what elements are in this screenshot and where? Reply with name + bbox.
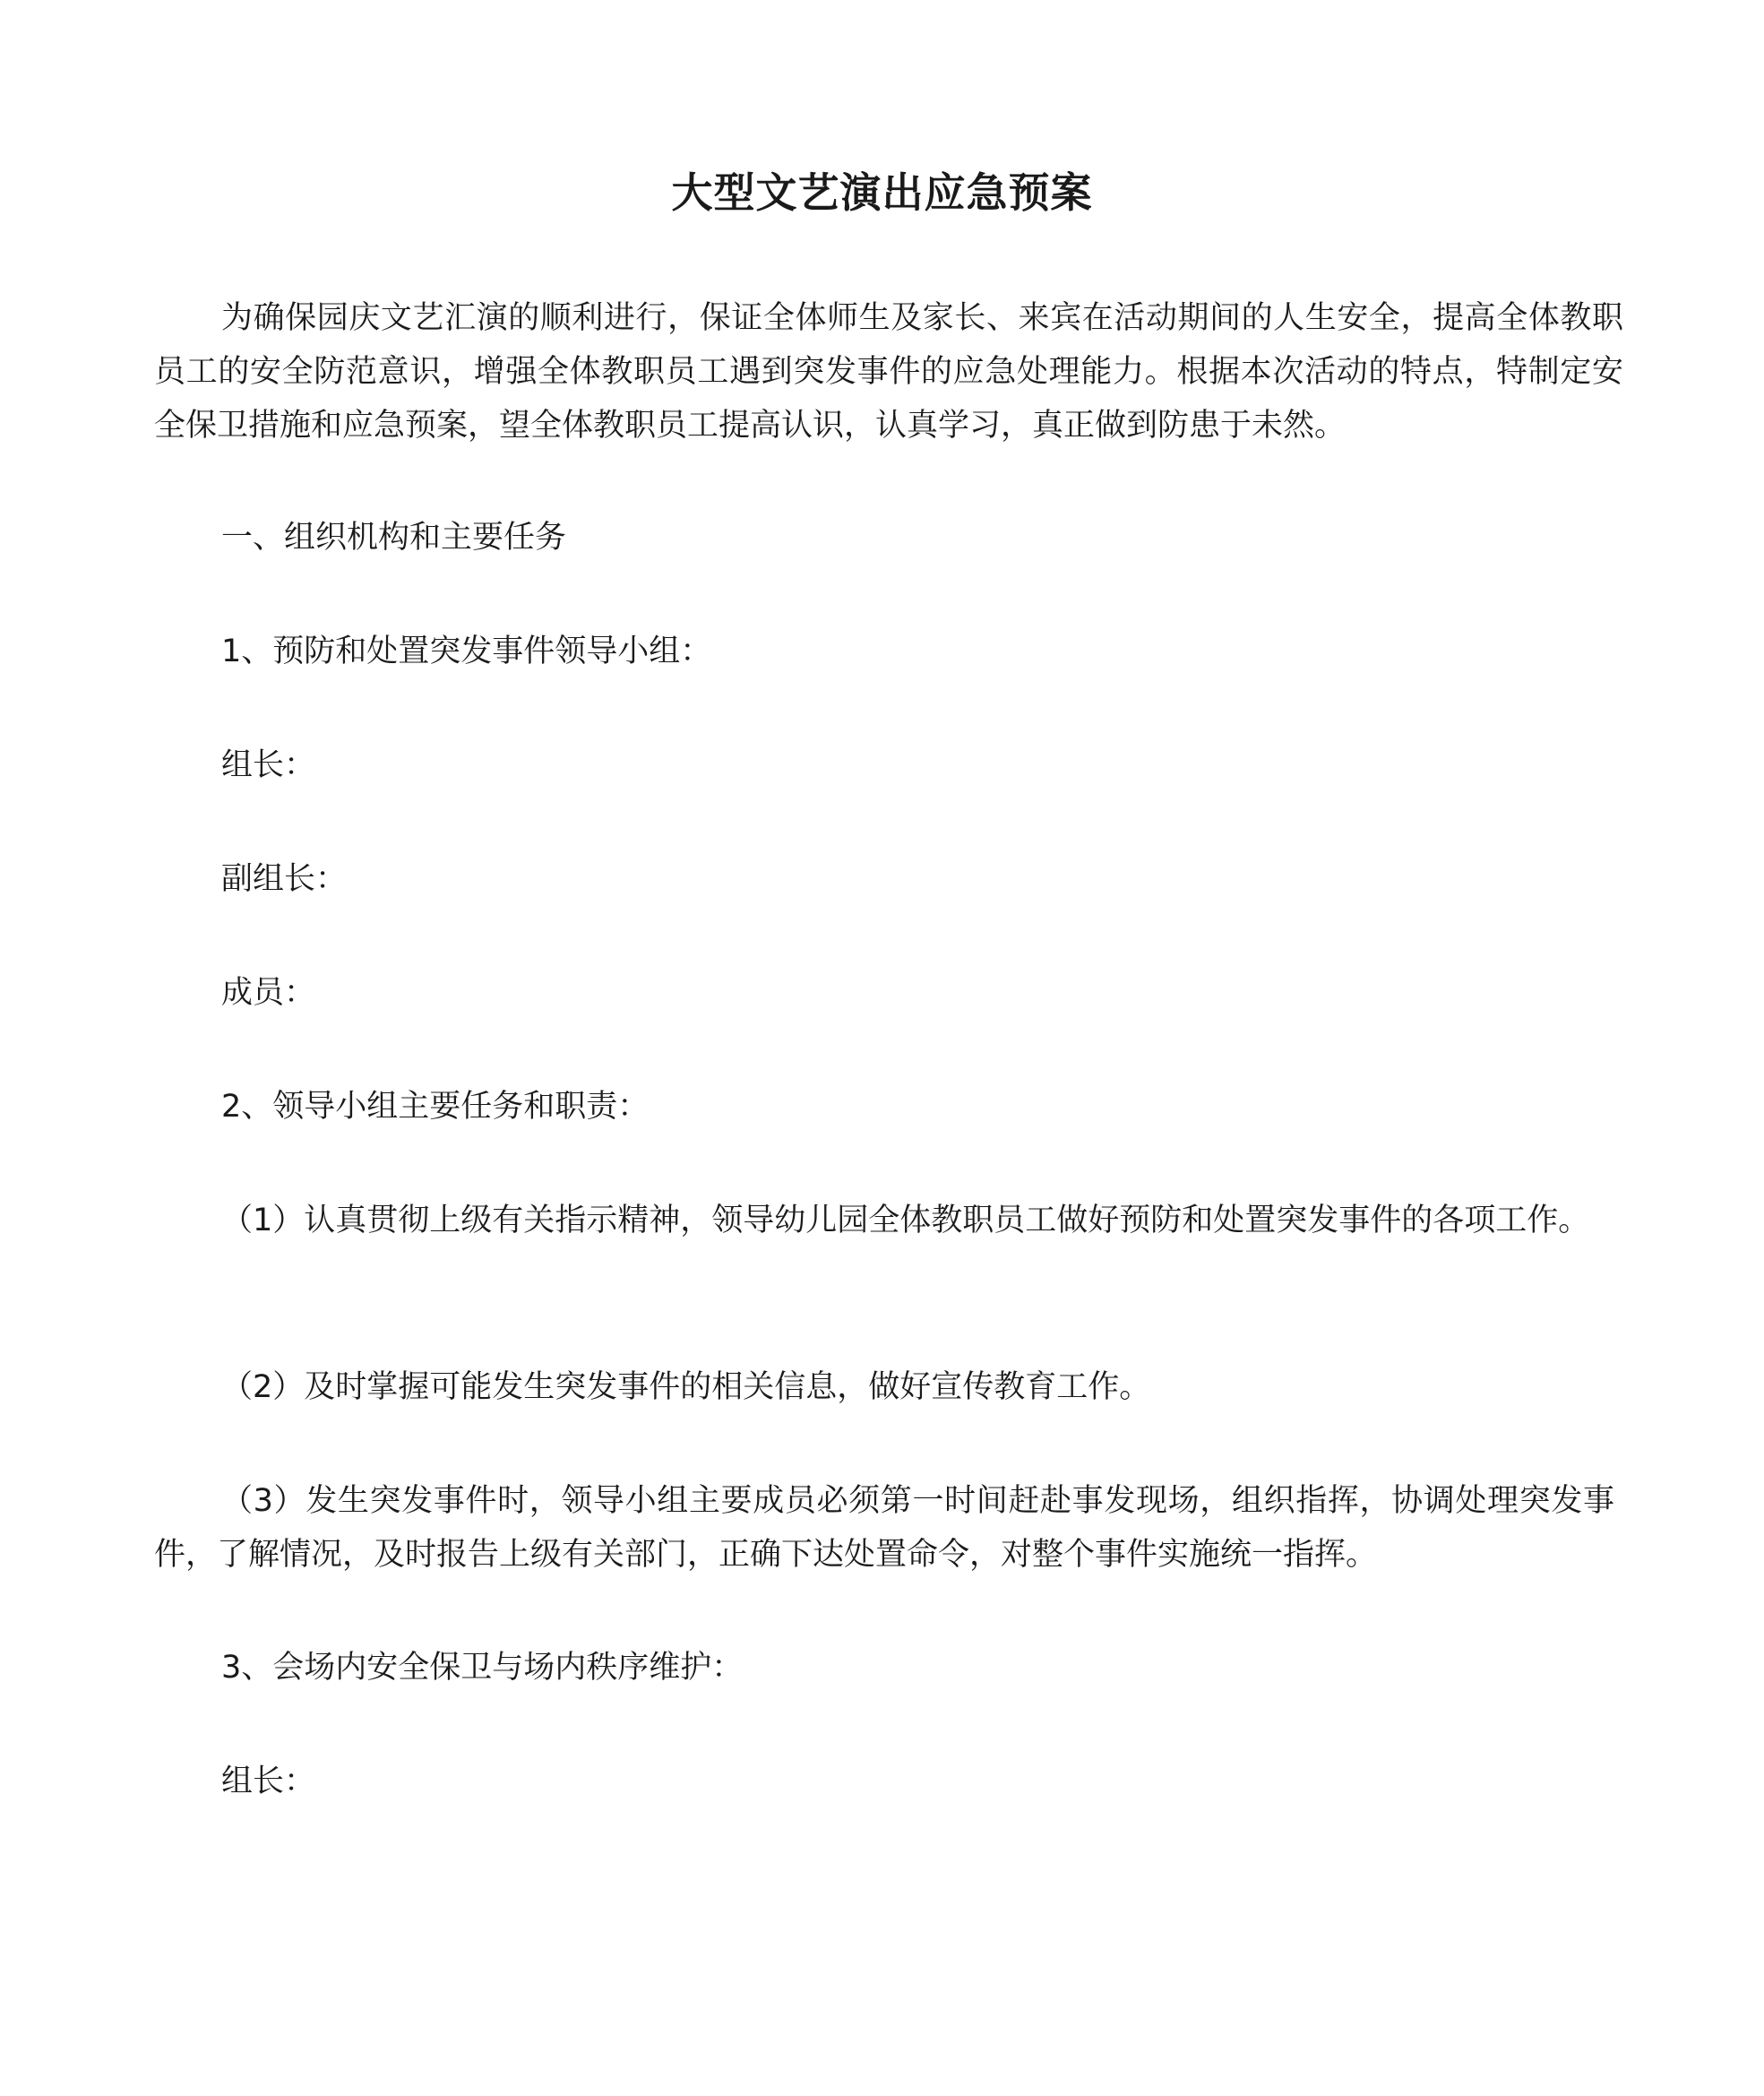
intro-paragraph: 为确保园庆文艺汇演的顺利进行，保证全体师生及家长、来宾在活动期间的人生安全，提高全体教职员工的安全防范意识，增强全体教职员工遇到突发事件的应急处理能力。根据本次活动的特点，特制定安全保卫措施和应急预案，望全体教职员工提高认识，认真学习，真正做到防患于未然。 xyxy=(154,300,1623,444)
item-duties: 2、领导小组主要任务和职责： xyxy=(221,1089,650,1125)
item-venue-security: 3、会场内安全保卫与场内秩序维护： xyxy=(221,1650,744,1686)
group-leader-line: 组长： xyxy=(221,747,316,783)
duty-2-paragraph: （2）及时掌握可能发生突发事件的相关信息，做好宣传教育工作。 xyxy=(221,1369,1151,1405)
document-title: 大型文艺演出应急预案 xyxy=(671,168,1093,217)
deputy-leader-line: 副组长： xyxy=(221,861,348,897)
venue-group-leader-line: 组长： xyxy=(221,1764,316,1799)
duty-1-paragraph: （1）认真贯彻上级有关指示精神，领导幼儿园全体教职员工做好预防和处置突发事件的各项工作。 xyxy=(221,1203,1590,1238)
item-leading-group: 1、预防和处置突发事件领导小组： xyxy=(221,634,712,669)
members-line: 成员： xyxy=(221,975,316,1011)
section-heading-organization: 一、组织机构和主要任务 xyxy=(221,520,567,556)
duty-3-paragraph: （3）发生突发事件时，领导小组主要成员必须第一时间赶赴事发现场，组织指挥，协调处理突发事件，了解情况，及时报告上级有关部门，正确下达处置命令，对整个事件实施统一指挥。 xyxy=(154,1483,1614,1573)
